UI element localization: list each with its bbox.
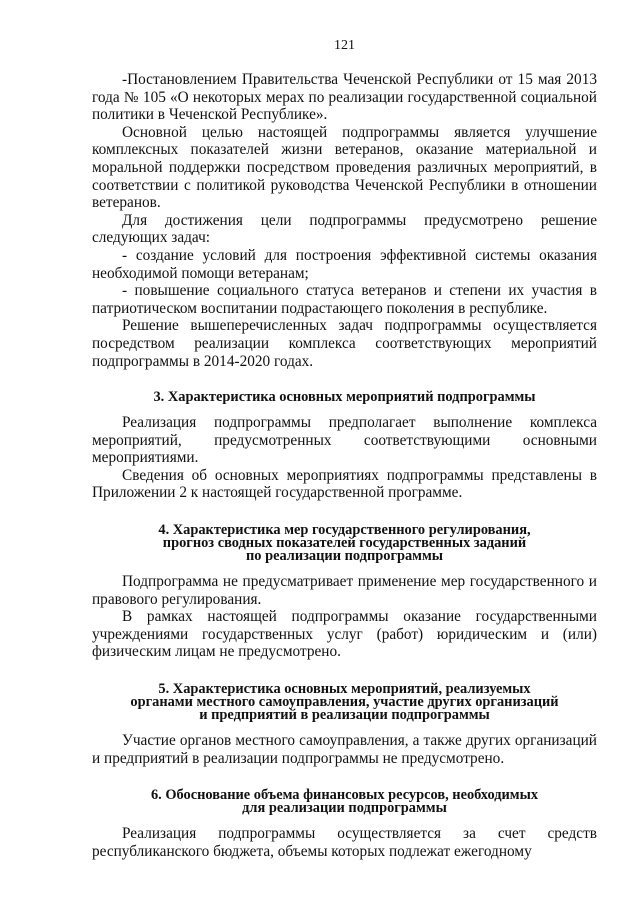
section-5-title-line-2: органами местного самоуправления, участие других организаций (130, 694, 559, 711)
section-3-title: 3. Характеристика основных мероприятий подпрограммы (153, 389, 536, 406)
page-number: 121 (334, 38, 355, 53)
tasks-lead: Для достижения цели подпрограммы предусмотрено решение следующих задач: (92, 211, 597, 247)
section-4-title-line-2: прогноз сводных показателей государственных заданий (162, 535, 527, 552)
section-4-paragraph-2: В рамках настоящей подпрограммы оказание государственными учреждениями государственных услуг (работ) юридическим и (или) физическим лицам не предусмотрено. (92, 608, 597, 661)
section-4-title-line-1: 4. Характеристика мер государственного регулирования, (158, 522, 531, 539)
section-5-heading (92, 683, 597, 722)
section-4-paragraph-1: Подпрограмма не предусматривает применение мер государственного и правового регулирования. (92, 573, 597, 608)
decree-reference: -Постановлением Правительства Чеченской Республики от 15 мая 2013 года № 105 «О некоторых мерах по реализации государственной социальной политики в Чеченской Республике». (92, 71, 597, 124)
section-5-paragraph-1: Участие органов местного самоуправления, а также других организаций и предприятий в реализации подпрограммы не предусмотрено. (92, 732, 597, 767)
solution-paragraph: Решение вышеперечисленных задач подпрограммы осуществляется посредством реализации комплекса соответствующих мероприятий подпрограммы в 2014-2020 годах. (92, 317, 597, 370)
section-6-title-line-1: 6. Обоснование объема финансовых ресурсов, необходимых (150, 787, 539, 804)
section-6-title-line-2: для реализации подпрограммы (242, 800, 447, 817)
goal-paragraph: Основной целью настоящей подпрограммы является улучшение комплексных показателей жизни ветеранов, оказание материальной и моральной поддержки посредством проведения различных мероприятий, в соответствии с политикой руководства Чеченской Республики в отношении ветеранов. (92, 123, 597, 212)
section-3-heading (92, 391, 597, 404)
page-content (92, 71, 597, 860)
task-item-2: - повышение социального статуса ветеранов и степени их участия в патриотическом воспитании подрастающего поколения в республике. (92, 282, 597, 317)
section-6-heading (92, 789, 597, 815)
section-4-title-line-3: по реализации подпрограммы (245, 548, 444, 565)
section-5-title-line-3: и предприятий в реализации подпрограммы (199, 707, 490, 724)
section-3-paragraph-1: Реализация подпрограммы предполагает выполнение комплекса мероприятий, предусмотренных соответствующими основными мероприятиями. (92, 414, 597, 467)
section-4-heading (92, 524, 597, 563)
section-3-paragraph-2: Сведения об основных мероприятиях подпрограммы представлены в Приложении 2 к настоящей государственной программе. (92, 466, 597, 502)
task-item-1: - создание условий для построения эффективной системы оказания необходимой помощи ветеранам; (92, 246, 597, 282)
section-5-title-line-1: 5. Характеристика основных мероприятий, реализуемых (158, 681, 531, 698)
section-6-paragraph-1: Реализация подпрограммы осуществляется за счет средств республиканского бюджета, объемы которых подлежат ежегодному (92, 825, 597, 860)
